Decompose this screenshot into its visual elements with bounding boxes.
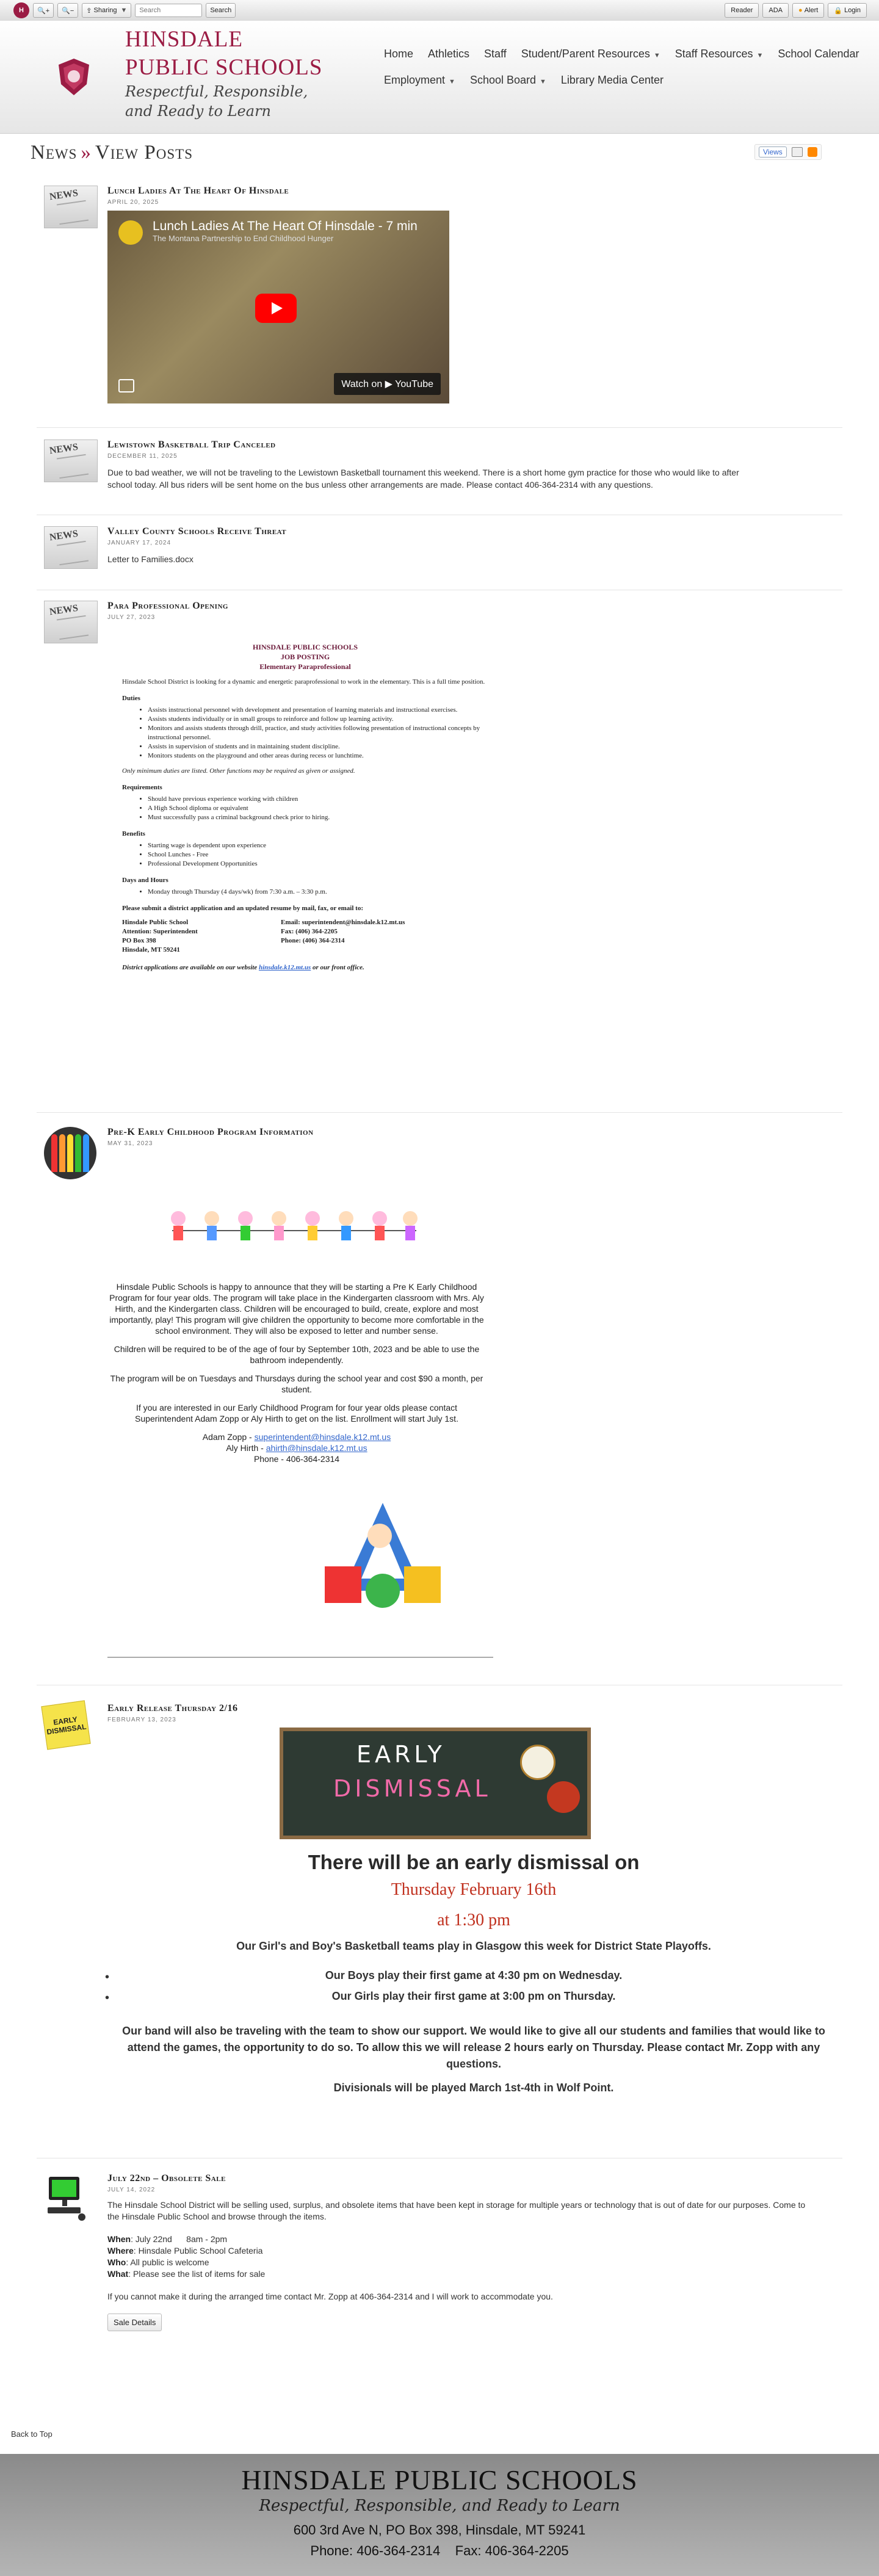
footer-phone: Phone: 406-364-2314 Fax: 406-364-2205 bbox=[310, 2543, 569, 2558]
contact-name: Aly Hirth - bbox=[226, 1443, 264, 1453]
views-button[interactable]: Views bbox=[759, 147, 787, 157]
sale-body bbox=[107, 2199, 816, 2331]
chevron-down-icon: ▼ bbox=[540, 78, 546, 85]
site-footer bbox=[0, 2454, 879, 2576]
announcement-text: Our Girl's and Boy's Basketball teams play in Glasgow this week for District State Playoffs. bbox=[236, 1940, 711, 1952]
contact-line: Phone - 406-364-2314 bbox=[253, 1454, 340, 1464]
sharing-button[interactable]: ⇪ Sharing ▼ bbox=[82, 3, 131, 18]
apps-text: District applications are available on our website bbox=[122, 964, 258, 971]
post-title[interactable]: Early Release Thursday 2/16 bbox=[107, 1703, 238, 1713]
detail-value: : All public is welcome bbox=[126, 2257, 209, 2267]
sale-detail bbox=[107, 2245, 816, 2257]
sale-detail bbox=[107, 2257, 816, 2268]
apple-icon bbox=[547, 1781, 580, 1813]
youtube-video-embed[interactable] bbox=[107, 211, 449, 403]
rss-icon[interactable] bbox=[808, 147, 817, 157]
prek-paragraph: Hinsdale Public Schools is happy to announce that they will be starting a Pre K Early Childhood Program for four year olds. The program will take place in the Kindergarten classroom with Mrs. Aly Hirth, and the Kindergarten class. Children will be encouraged to build, create, explore and most importantly, play! This program will give children the opportunity to become more comfortable in the school environment. They will also be exposed to letter and number sense. bbox=[109, 1282, 484, 1336]
duties-note: Only minimum duties are listed. Other functions may be required as given or assigned. bbox=[122, 767, 355, 775]
submit-instructions: Please submit a district application and an updated resume by mail, fax, or email to: bbox=[122, 905, 363, 912]
footer-address: 600 3rd Ave N, PO Box 398, Hinsdale, MT 59241 bbox=[293, 2522, 586, 2538]
post-date: JULY 14, 2022 bbox=[107, 2187, 156, 2193]
email-line[interactable]: Email: superintendent@hinsdale.k12.mt.us bbox=[281, 919, 405, 926]
applications-note bbox=[122, 963, 488, 972]
detail-value: : Hinsdale Public School Cafeteria bbox=[133, 2246, 263, 2256]
posting-heading: HINSDALE PUBLIC SCHOOLS bbox=[252, 643, 358, 651]
post-title[interactable]: Para Professional Opening bbox=[107, 601, 228, 611]
announcement-heading: There will be an early dismissal on bbox=[308, 1851, 640, 1873]
requirements-list bbox=[122, 795, 488, 822]
lock-icon: 🔒 bbox=[834, 7, 845, 15]
clock-icon bbox=[520, 1745, 555, 1780]
contact-name: Adam Zopp - bbox=[202, 1432, 252, 1442]
post-date: FEBRUARY 13, 2023 bbox=[107, 1717, 176, 1723]
nav-athletics[interactable]: Athletics bbox=[428, 48, 470, 60]
post-date: APRIL 20, 2025 bbox=[107, 199, 159, 206]
nav-label: Staff Resources bbox=[675, 48, 753, 60]
address-line: Attention: Superintendent bbox=[122, 928, 198, 935]
nav-home[interactable]: Home bbox=[384, 48, 414, 60]
contact-line bbox=[107, 1431, 486, 1442]
post-title[interactable]: Lewistown Basketball Trip Canceled bbox=[107, 440, 276, 450]
list-item: Our Girls play their first game at 3:00 pm on Thursday. bbox=[331, 1990, 616, 2002]
site-header bbox=[0, 21, 879, 134]
email-link[interactable]: ahirth@hinsdale.k12.mt.us bbox=[266, 1443, 367, 1453]
list-item: • Professional Development Opportunities bbox=[148, 859, 488, 869]
district-website-link[interactable]: hinsdale.k12.mt.us bbox=[258, 964, 311, 971]
play-button-icon[interactable] bbox=[255, 294, 297, 323]
nav-employment[interactable] bbox=[384, 74, 455, 87]
share-icon: ⇪ bbox=[86, 7, 94, 15]
post-early-release bbox=[44, 1703, 837, 2143]
children-holding-hands-image bbox=[166, 1206, 422, 1249]
footer-tagline: Respectful, Responsible, and Ready to Learn bbox=[259, 2497, 620, 2515]
address-line: Hinsdale Public School bbox=[122, 919, 189, 926]
announcement-time: at 1:30 pm bbox=[437, 1911, 510, 1930]
news-thumb-label: NEWS bbox=[48, 602, 79, 618]
watch-on-youtube-button[interactable]: Watch on ▶ YouTube bbox=[334, 373, 441, 395]
board-text: DISMISSAL bbox=[333, 1775, 491, 1802]
post-date: DECEMBER 11, 2025 bbox=[107, 453, 178, 460]
sale-details-button[interactable]: Sale Details bbox=[107, 2314, 162, 2331]
footer-school-name: HINSDALE PUBLIC SCHOOLS bbox=[241, 2464, 638, 2495]
news-thumbnail[interactable] bbox=[44, 440, 98, 482]
nav-label: School Board bbox=[469, 74, 537, 86]
duties-list bbox=[122, 706, 488, 761]
news-thumb-label: NEWS bbox=[48, 187, 79, 203]
prek-paragraph: If you are interested in our Early Childhood Program for four year olds please contact Superintendent Adam Zopp or Aly Hirth to get on the list. Enrollment will start July 1st. bbox=[135, 1403, 458, 1424]
main-nav-row2 bbox=[384, 74, 664, 87]
back-to-top-link[interactable]: Back to Top bbox=[11, 2429, 52, 2439]
nav-library-media-center[interactable]: Library Media Center bbox=[560, 74, 664, 86]
benefits-list bbox=[122, 841, 488, 869]
announcement-text: Divisionals will be played March 1st-4th in Wolf Point. bbox=[333, 2082, 614, 2094]
divider-line bbox=[107, 1657, 493, 1658]
address-line: PO Box 398 bbox=[122, 937, 156, 944]
page-title-b: View Posts bbox=[95, 142, 193, 164]
post-title[interactable]: Lunch Ladies At The Heart Of Hinsdale bbox=[107, 186, 289, 196]
list-item: • Assists instructional personnel with development and presentation of learning materials and instructional exercises. bbox=[148, 706, 488, 715]
news-thumbnail[interactable] bbox=[44, 186, 98, 228]
early-dismissal-badge-icon[interactable]: EARLY DISMISSAL bbox=[41, 1700, 90, 1749]
list-item: • School Lunches - Free bbox=[148, 850, 488, 859]
nav-student-parent-resources[interactable] bbox=[521, 48, 660, 60]
chevron-down-icon: ▼ bbox=[653, 52, 660, 59]
search-button[interactable]: Search bbox=[206, 3, 236, 18]
news-thumb-label: NEWS bbox=[48, 528, 79, 543]
email-link[interactable]: superintendent@hinsdale.k12.mt.us bbox=[254, 1432, 391, 1442]
site-name[interactable]: HINSDALE PUBLIC SCHOOLS bbox=[125, 27, 323, 80]
school-crest-icon[interactable]: H bbox=[13, 2, 29, 18]
news-thumbnail[interactable] bbox=[44, 601, 98, 643]
list-item: • Assists students individually or in small groups to reinforce and follow up learning activity. bbox=[148, 715, 488, 724]
nav-label: Employment bbox=[384, 74, 446, 86]
detail-key: Where bbox=[107, 2246, 134, 2256]
announcement-date: Thursday February 16th bbox=[391, 1880, 557, 1899]
post-body: Due to bad weather, we will not be traveling to the Lewistown Basketball tournament this weekend. There is a short home gym practice for those who would like to after school today. All bus riders will be sent home on the bus unless other arrangements are made. Please contact 406-364-2314 with any questions. bbox=[107, 468, 739, 490]
contact-line bbox=[107, 1442, 486, 1453]
fax-line: Fax: (406) 364-2205 bbox=[281, 928, 338, 935]
alert-label: Alert bbox=[804, 7, 819, 14]
news-thumb-label: NEWS bbox=[48, 441, 79, 457]
posting-intro: Hinsdale School District is looking for a dynamic and energetic paraprofessional to work in the elementary. This is a full time position. bbox=[122, 678, 485, 686]
divider bbox=[37, 1112, 842, 1113]
nav-staff-resources[interactable] bbox=[675, 48, 764, 60]
sale-detail bbox=[107, 2234, 816, 2245]
page-title-a[interactable]: News bbox=[31, 142, 78, 164]
ada-button[interactable]: ADA bbox=[762, 3, 789, 18]
job-posting bbox=[122, 642, 488, 972]
list-item: • Starting wage is dependent upon experience bbox=[148, 841, 488, 850]
board-text: EARLY bbox=[356, 1741, 446, 1768]
duties-heading: Duties bbox=[122, 695, 140, 702]
post-prek bbox=[44, 1127, 837, 1664]
login-button[interactable] bbox=[828, 3, 867, 18]
detail-key: Who bbox=[107, 2257, 126, 2267]
post-title[interactable]: Pre-K Early Childhood Program Information bbox=[107, 1127, 314, 1137]
list-item: • Assists in supervision of students and in maintaining student discipline. bbox=[148, 742, 488, 751]
posting-heading: JOB POSTING bbox=[280, 653, 330, 661]
post-date: JANUARY 17, 2024 bbox=[107, 540, 172, 546]
bullet: • bbox=[105, 1991, 110, 2005]
news-thumbnail[interactable] bbox=[44, 526, 98, 569]
days-list bbox=[122, 888, 488, 897]
bullet: • bbox=[105, 1970, 110, 1984]
school-crest-icon[interactable] bbox=[56, 57, 92, 96]
list-item: • Monitors students on the playground and other areas during recess or lunchtime. bbox=[148, 751, 488, 761]
list-item: • Monitors and assists students through drill, practice, and study activities following presentation of instructional concepts by instructional personnel. bbox=[148, 724, 488, 742]
nav-school-board[interactable] bbox=[470, 74, 546, 87]
list-item: • Monday through Thursday (4 days/wk) from 7:30 a.m. – 3:30 p.m. bbox=[148, 888, 488, 897]
posting-heading: Elementary Paraprofessional bbox=[259, 662, 351, 671]
post-para-professional bbox=[44, 601, 837, 1089]
search-input[interactable] bbox=[135, 4, 202, 17]
site-tagline: Respectful, Responsible, and Ready to Learn bbox=[125, 83, 308, 120]
zoom-out-button[interactable]: 🔍− bbox=[57, 3, 78, 18]
share-icon[interactable] bbox=[118, 379, 134, 393]
post-title[interactable]: Valley County Schools Receive Threat bbox=[107, 526, 287, 537]
top-toolbar bbox=[0, 0, 879, 21]
breadcrumb-separator: » bbox=[81, 142, 92, 164]
alert-button[interactable] bbox=[792, 3, 824, 18]
sale-outro: If you cannot make it during the arranged time contact Mr. Zopp at 406-364-2314 and I will work to accommodate you. bbox=[107, 2292, 553, 2301]
sale-intro: The Hinsdale School District will be selling used, surplus, and obsolete items that have been kept in storage for multiple years or technology that is out of date for our purposes. Come to the Hinsdale Public School and browse through the items. bbox=[107, 2200, 806, 2221]
post-date: MAY 31, 2023 bbox=[107, 1140, 153, 1147]
post-title[interactable]: July 22nd – Obsolete Sale bbox=[107, 2173, 226, 2183]
computer-icon[interactable] bbox=[44, 2173, 87, 2226]
post-obsolete-sale bbox=[44, 2173, 837, 2356]
prek-paragraph: Children will be required to be of the age of four by September 10th, 2023 and be able to use the bathroom independently. bbox=[114, 1344, 480, 1365]
post-date: JULY 27, 2023 bbox=[107, 614, 156, 621]
prek-description bbox=[107, 1281, 486, 1464]
channel-logo-icon bbox=[118, 220, 143, 245]
login-label: Login bbox=[844, 7, 861, 14]
early-dismissal-chalkboard-image bbox=[280, 1728, 591, 1839]
attachment-link[interactable]: Letter to Families.docx bbox=[107, 554, 194, 564]
list-item: • Should have previous experience working with children bbox=[148, 795, 488, 804]
sale-detail bbox=[107, 2268, 816, 2280]
nav-staff[interactable]: Staff bbox=[484, 48, 507, 60]
abc-blocks-image bbox=[313, 1499, 453, 1615]
detail-key: When bbox=[107, 2234, 131, 2244]
post-lewistown bbox=[44, 440, 837, 494]
crayons-icon[interactable] bbox=[44, 1127, 96, 1179]
requirements-heading: Requirements bbox=[122, 784, 162, 791]
post-threat bbox=[44, 526, 837, 581]
benefits-heading: Benefits bbox=[122, 830, 145, 838]
divider bbox=[37, 427, 842, 428]
detail-value: : Please see the list of items for sale bbox=[128, 2269, 266, 2279]
detail-value: : July 22nd 8am - 2pm bbox=[131, 2234, 228, 2244]
main-nav bbox=[384, 48, 859, 60]
list-item: Our Boys play their first game at 4:30 pm on Wednesday. bbox=[325, 1969, 623, 1981]
video-title[interactable]: Lunch Ladies At The Heart Of Hinsdale - 7 min bbox=[153, 219, 418, 233]
zoom-in-button[interactable]: 🔍+ bbox=[33, 3, 54, 18]
detail-key: What bbox=[107, 2269, 129, 2279]
page-tools bbox=[754, 144, 822, 160]
phone-line: Phone: (406) 364-2314 bbox=[281, 937, 345, 944]
video-channel: The Montana Partnership to End Childhood Hunger bbox=[153, 234, 334, 243]
apps-text: or our front office. bbox=[313, 964, 364, 971]
chevron-down-icon: ▼ bbox=[756, 52, 764, 59]
page-title bbox=[31, 142, 193, 164]
address-line: Hinsdale, MT 59241 bbox=[122, 946, 180, 953]
reader-button[interactable]: Reader bbox=[725, 3, 759, 18]
alert-icon: ● bbox=[798, 7, 805, 14]
print-icon[interactable] bbox=[792, 147, 803, 157]
announcement-text: Our band will also be traveling with the team to show our support. We would like to give all our students and families that would like to attend the games, the opportunity to do so. To allow this we will release 2 hours early on Thursday. Please contact Mr. Zopp with any questions. bbox=[122, 2025, 825, 2070]
days-heading: Days and Hours bbox=[122, 877, 168, 884]
contact-grid bbox=[122, 918, 488, 955]
nav-school-calendar[interactable]: School Calendar bbox=[778, 48, 859, 60]
sharing-label: Sharing bbox=[93, 7, 117, 14]
list-item: • A High School diploma or equivalent bbox=[148, 804, 488, 813]
list-item: • Must successfully pass a criminal background check prior to hiring. bbox=[148, 813, 488, 822]
nav-label: Student/Parent Resources bbox=[521, 48, 650, 60]
prek-paragraph: The program will be on Tuesdays and Thursdays during the school year and cost $90 a month, per student. bbox=[110, 1373, 483, 1394]
post-lunch-ladies bbox=[44, 186, 837, 411]
chevron-down-icon: ▼ bbox=[449, 78, 455, 85]
